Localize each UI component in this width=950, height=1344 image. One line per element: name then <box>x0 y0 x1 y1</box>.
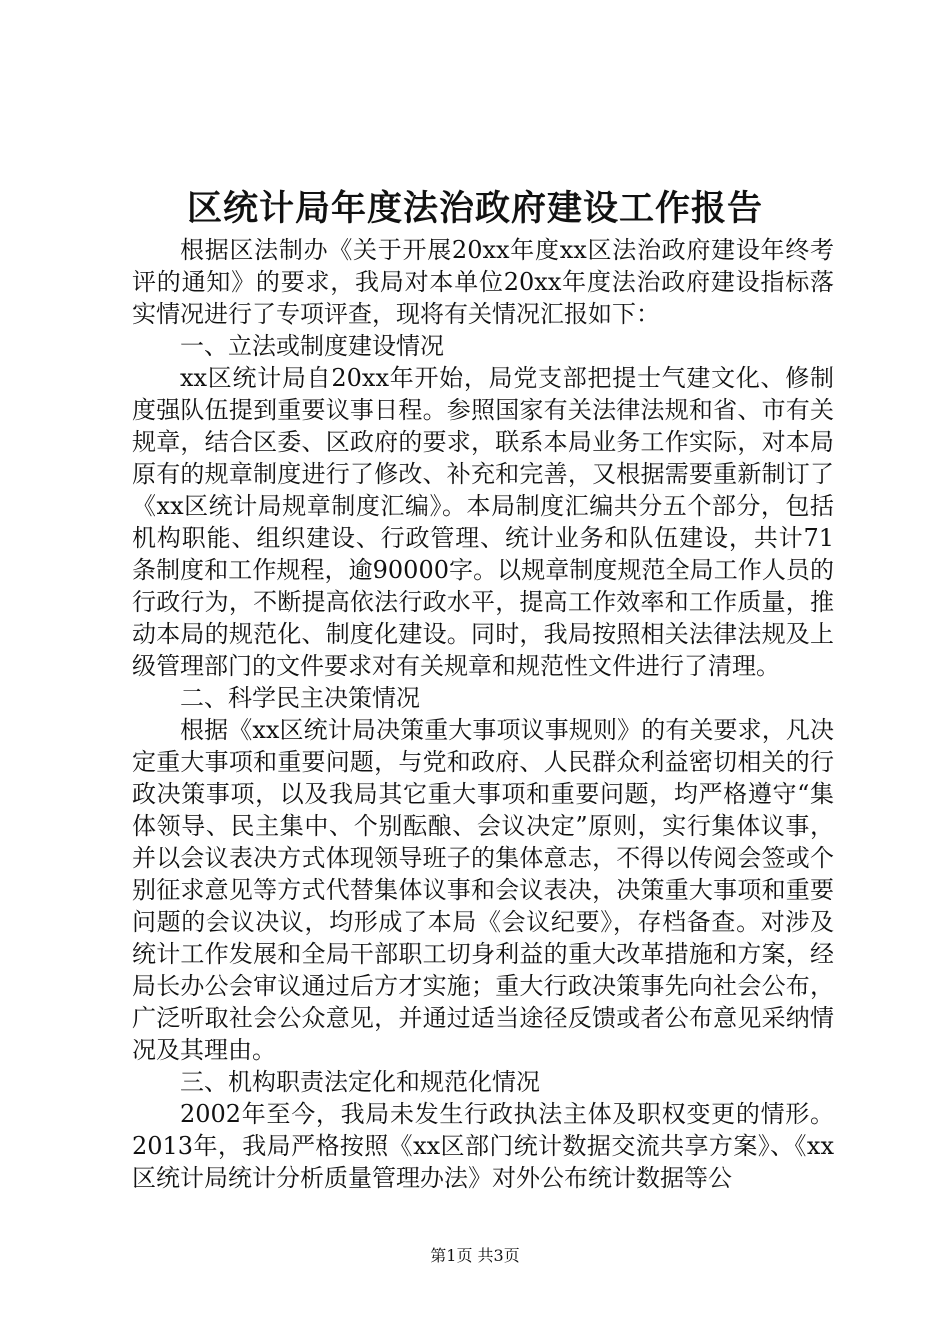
paragraph-section-3: 2002年至今，我局未发生行政执法主体及职权变更的情形。2013年，我局严格按照《xx区部门统计数据交流共享方案》、《xx区统计局统计分析质量管理办法》对外公布统计数据等公 <box>132 1100 834 1192</box>
section-heading-2: 二、科学民主决策情况 <box>180 684 420 712</box>
document-title: 区统计局年度法治政府建设工作报告 <box>186 188 763 229</box>
paragraph-section-2: 根据《xx区统计局决策重大事项议事规则》的有关要求，凡决定重大事项和重要问题，与党和政府、人民群众利益密切相关的行政决策事项，以及我局其它重大事项和重要问题，均严格遵守“集体领导、民主集中、个别酝酿、会议决定”原则，实行集体议事，并以会议表决方式体现领导班子的集体意志，不得以传阅会签或个别征求意见等方式代替集体议事和会议表决，决策重大事项和重要问题的会议决议，均形成了本局《会议纪要》，存档备查。对涉及统计工作发展和全局干部职工切身利益的重大改革措施和方案，经局长办公会审议通过后方才实施；重大行政决策事先向社会公布，广泛听取社会公众意见，并通过适当途径反馈或者公布意见采纳情况及其理由。 <box>132 716 834 1064</box>
section-heading-3: 三、机构职责法定化和规范化情况 <box>180 1068 540 1096</box>
section-heading-1: 一、立法或制度建设情况 <box>180 332 444 360</box>
paragraph-section-1: xx区统计局自20xx年开始，局党支部把提士气建文化、修制度强队伍提到重要议事日程。参照国家有关法律法规和省、市有关规章，结合区委、区政府的要求，联系本局业务工作实际，对本局原有的规章制度进行了修改、补充和完善，又根据需要重新制订了《xx区统计局规章制度汇编》。本局制度汇编共分五个部分，包括机构职能、组织建设、行政管理、统计业务和队伍建设，共计71条制度和工作规程，逾90000字。以规章制度规范全局工作人员的行政行为，不断提高依法行政水平，提高工作效率和工作质量，推动本局的规范化、制度化建设。同时，我局按照相关法律法规及上级管理部门的文件要求对有关规章和规范性文件进行了清理。 <box>132 364 834 680</box>
page-number-footer: 第1页 共3页 <box>430 1246 520 1265</box>
paragraph-intro: 根据区法制办《关于开展20xx年度xx区法治政府建设年终考评的通知》的要求，我局对本单位20xx年度法治政府建设指标落实情况进行了专项评查，现将有关情况汇报如下： <box>132 236 834 328</box>
document-body <box>132 234 834 1194</box>
